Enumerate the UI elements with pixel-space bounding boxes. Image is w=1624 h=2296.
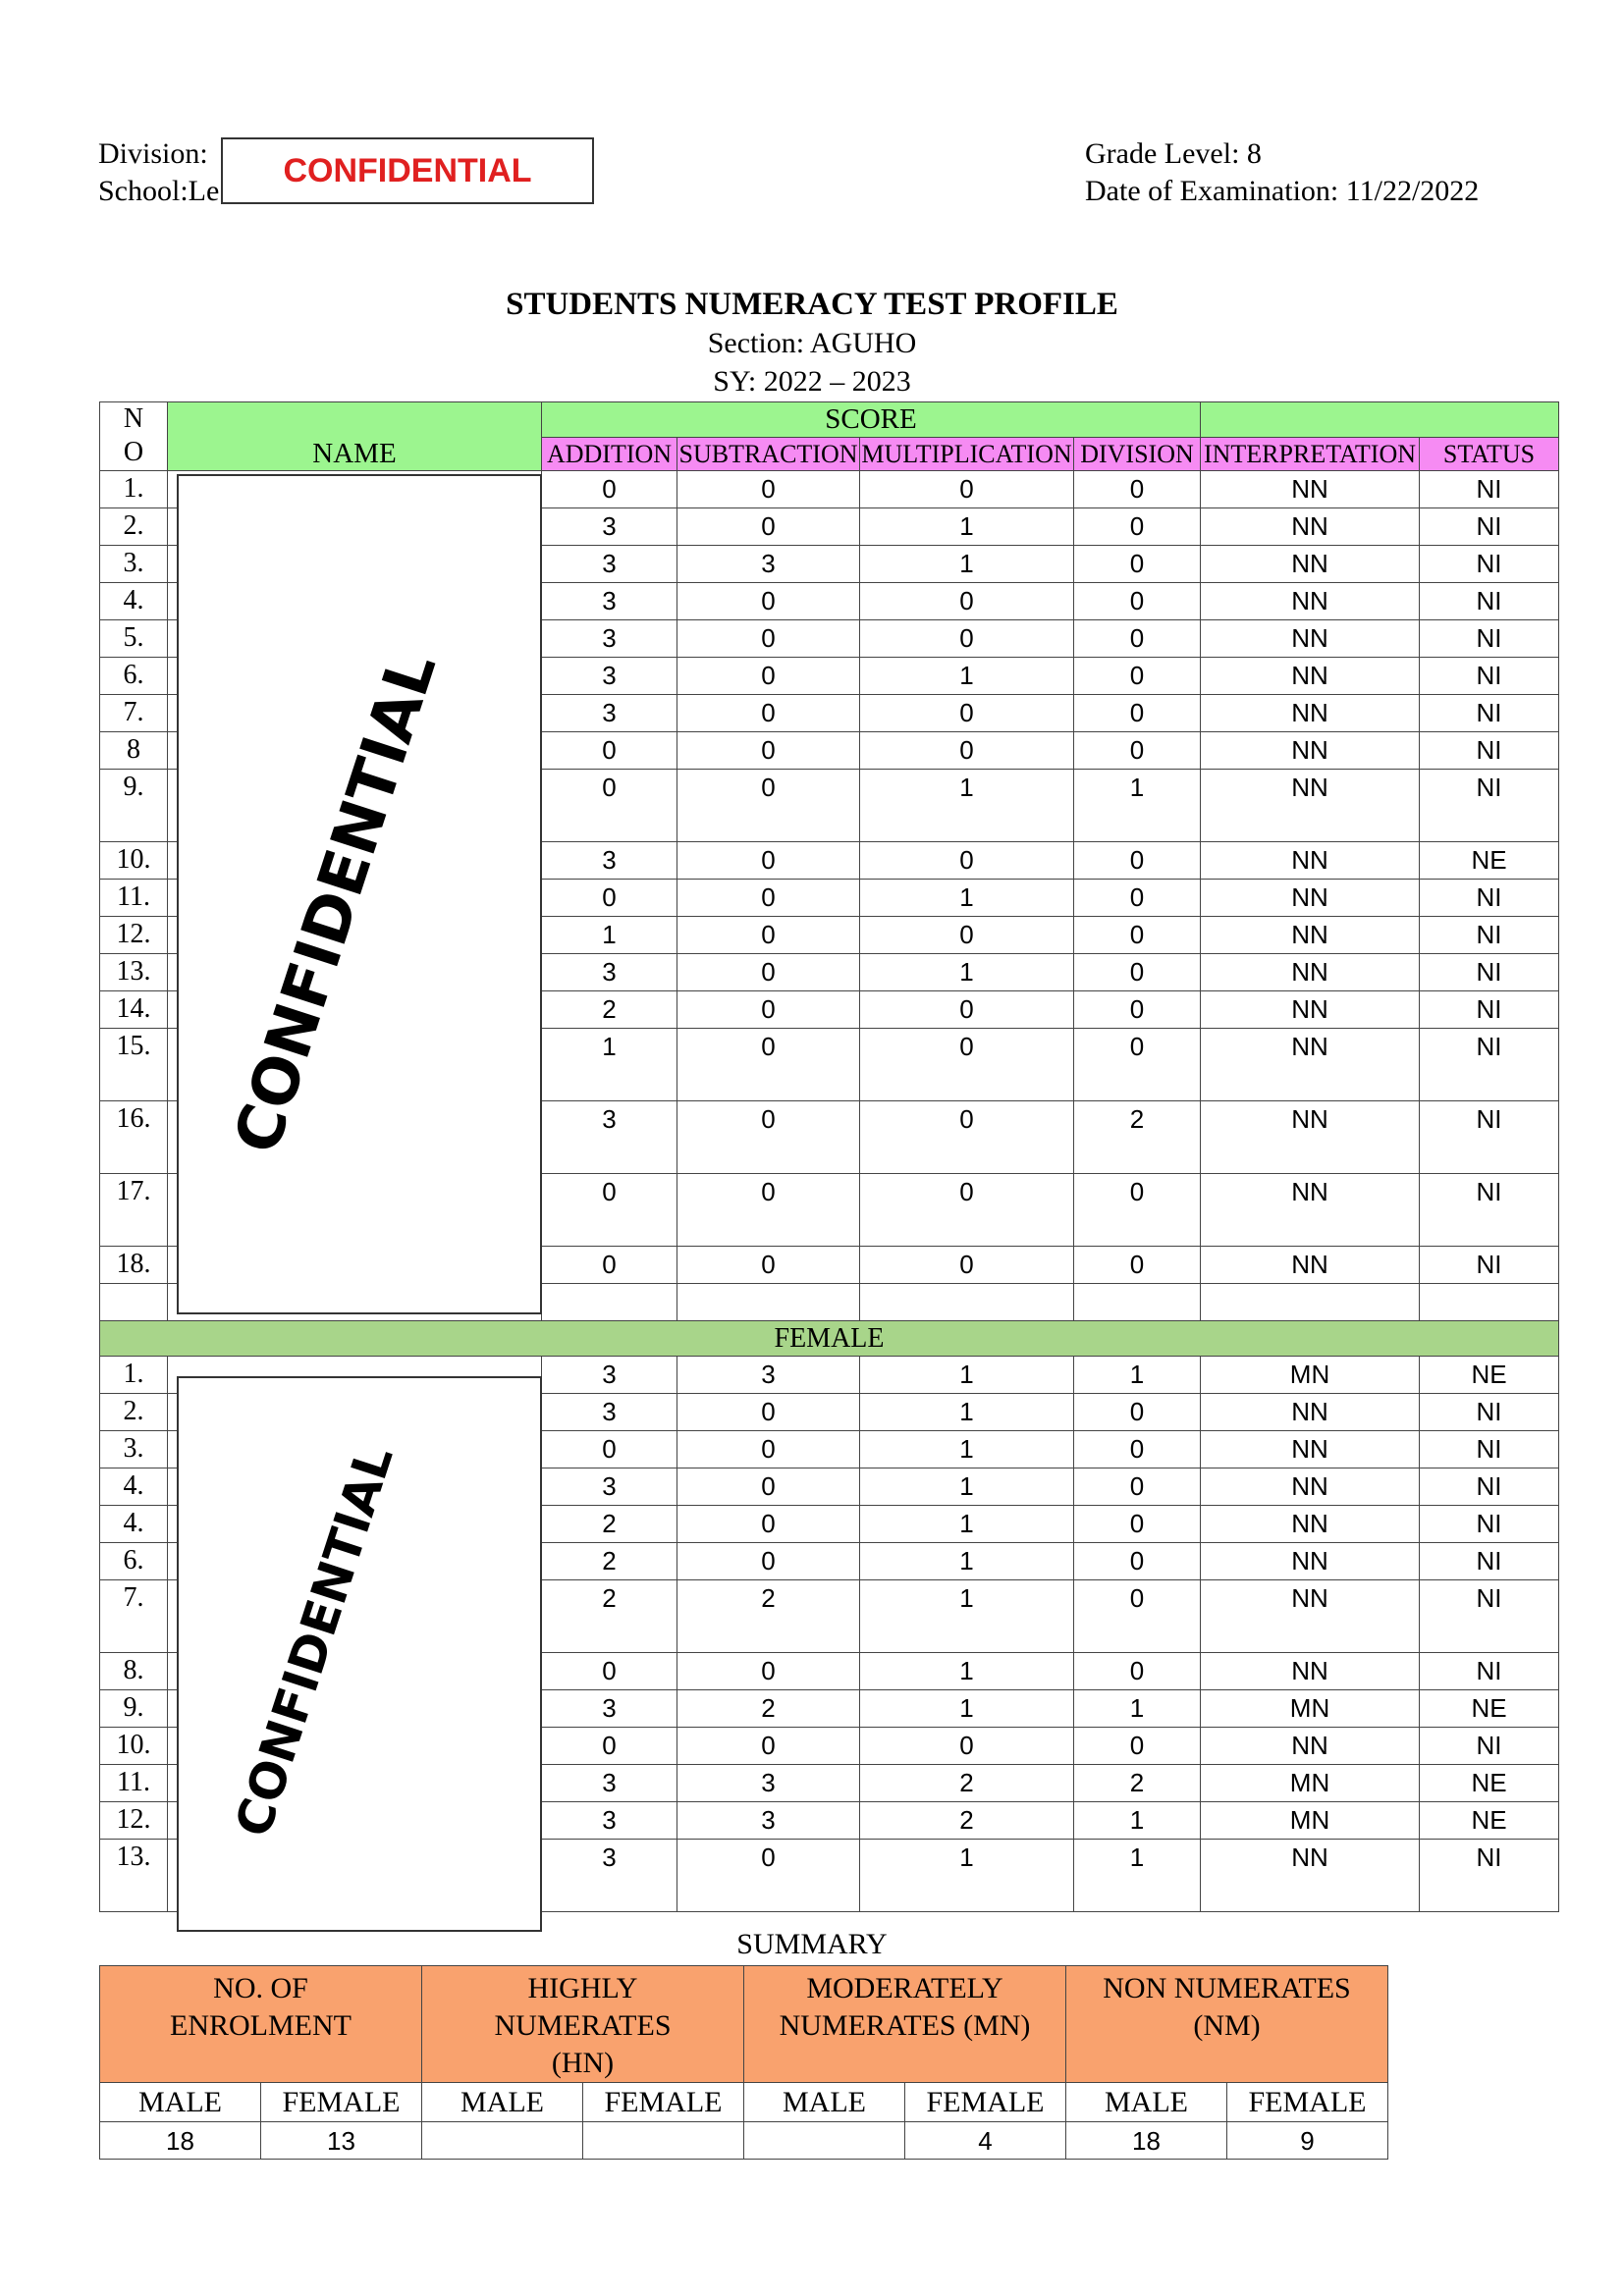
addition-cell: 0 — [542, 1653, 677, 1690]
division-cell: 0 — [1074, 1580, 1201, 1653]
division-cell: 0 — [1074, 508, 1201, 546]
score-header-blank — [1201, 402, 1559, 438]
multiplication-cell: 0 — [860, 471, 1074, 508]
addition-cell: 3 — [542, 1394, 677, 1431]
division-cell: 0 — [1074, 842, 1201, 880]
subtraction-cell: 0 — [677, 991, 860, 1029]
subtraction-cell: 0 — [677, 583, 860, 620]
multiplication-cell: 1 — [860, 1690, 1074, 1728]
status-cell: NI — [1420, 880, 1559, 917]
multiplication-cell: 0 — [860, 695, 1074, 732]
row-number: 6. — [100, 1543, 168, 1580]
interpretation-cell: NN — [1201, 880, 1420, 917]
row-number: 13. — [100, 954, 168, 991]
row-number: 4. — [100, 1506, 168, 1543]
division-cell: 0 — [1074, 954, 1201, 991]
female-section-label: FEMALE — [100, 1321, 1559, 1357]
row-number: 4. — [100, 1468, 168, 1506]
division-cell: 0 — [1074, 583, 1201, 620]
interpretation-cell: NN — [1201, 1101, 1420, 1174]
multiplication-cell: 1 — [860, 1394, 1074, 1431]
interpretation-cell: MN — [1201, 1765, 1420, 1802]
row-number: 8. — [100, 1653, 168, 1690]
addition-cell: 3 — [542, 1468, 677, 1506]
summary-male-label: MALE — [100, 2083, 261, 2122]
addition-cell — [542, 1284, 677, 1321]
multiplication-cell: 0 — [860, 1101, 1074, 1174]
female-band-row — [100, 1321, 1559, 1357]
row-number: 13. — [100, 1840, 168, 1912]
page-title: STUDENTS NUMERACY TEST PROFILE — [506, 287, 1118, 322]
addition-cell: 3 — [542, 1840, 677, 1912]
interpretation-cell: NN — [1201, 620, 1420, 658]
row-number: 3. — [100, 1431, 168, 1468]
subtraction-cell: 0 — [677, 1728, 860, 1765]
confidential-stamp-male: CONFIDENTIAL — [220, 644, 452, 1162]
status-cell: NI — [1420, 658, 1559, 695]
status-cell: NI — [1420, 1543, 1559, 1580]
multiplication-cell: 1 — [860, 1543, 1074, 1580]
col-addition: ADDITION — [542, 438, 677, 471]
summary-value: 18 — [1066, 2122, 1227, 2160]
col-status: STATUS — [1420, 438, 1559, 471]
subtraction-cell: 3 — [677, 1802, 860, 1840]
division-label: Division: — [98, 137, 208, 170]
division-cell — [1074, 1284, 1201, 1321]
addition-cell: 3 — [542, 658, 677, 695]
row-number: 9. — [100, 770, 168, 842]
multiplication-cell — [860, 1284, 1074, 1321]
row-number: 4. — [100, 583, 168, 620]
interpretation-cell: NN — [1201, 546, 1420, 583]
row-number: 12. — [100, 917, 168, 954]
division-cell: 0 — [1074, 1029, 1201, 1101]
status-cell: NE — [1420, 1765, 1559, 1802]
division-cell: 1 — [1074, 1690, 1201, 1728]
multiplication-cell: 1 — [860, 1506, 1074, 1543]
addition-cell: 3 — [542, 1101, 677, 1174]
addition-cell: 3 — [542, 508, 677, 546]
summary-value — [583, 2122, 744, 2160]
col-subtraction: SUBTRACTION — [677, 438, 860, 471]
addition-cell: 3 — [542, 1690, 677, 1728]
status-cell: NI — [1420, 732, 1559, 770]
subtraction-cell: 0 — [677, 1101, 860, 1174]
division-cell: 0 — [1074, 1431, 1201, 1468]
row-number: 15. — [100, 1029, 168, 1101]
multiplication-cell: 0 — [860, 1029, 1074, 1101]
division-cell: 0 — [1074, 991, 1201, 1029]
division-cell: 0 — [1074, 546, 1201, 583]
subtraction-cell: 0 — [677, 1840, 860, 1912]
division-cell: 0 — [1074, 1543, 1201, 1580]
subtraction-cell: 3 — [677, 546, 860, 583]
row-number: 8 — [100, 732, 168, 770]
subtraction-cell: 3 — [677, 1765, 860, 1802]
division-cell: 2 — [1074, 1765, 1201, 1802]
division-cell: 0 — [1074, 471, 1201, 508]
subtraction-cell: 0 — [677, 917, 860, 954]
summary-enrolment: NO. OF ENROLMENT — [100, 1966, 422, 2083]
summary-non-numerates: NON NUMERATES (NM) — [1066, 1966, 1388, 2083]
multiplication-cell: 0 — [860, 917, 1074, 954]
status-cell: NE — [1420, 1802, 1559, 1840]
header-left — [98, 135, 219, 210]
addition-cell: 3 — [542, 695, 677, 732]
school-partial: Le — [188, 175, 220, 207]
addition-cell: 2 — [542, 1506, 677, 1543]
interpretation-cell: NN — [1201, 695, 1420, 732]
confidential-stamp-female: CONFIDENTIAL — [224, 1438, 405, 1844]
interpretation-cell: NN — [1201, 1247, 1420, 1284]
status-cell: NI — [1420, 1431, 1559, 1468]
multiplication-cell: 0 — [860, 991, 1074, 1029]
interpretation-cell: NN — [1201, 917, 1420, 954]
row-number: 10. — [100, 1728, 168, 1765]
subtraction-cell: 0 — [677, 1468, 860, 1506]
multiplication-cell: 0 — [860, 1247, 1074, 1284]
status-cell: NI — [1420, 546, 1559, 583]
interpretation-cell: NN — [1201, 732, 1420, 770]
addition-cell: 0 — [542, 732, 677, 770]
grade-level: Grade Level: 8 — [1085, 137, 1262, 170]
addition-cell: 0 — [542, 1431, 677, 1468]
status-cell: NI — [1420, 1029, 1559, 1101]
confidential-redaction-box: CONFIDENTIAL — [221, 137, 594, 204]
multiplication-cell: 1 — [860, 508, 1074, 546]
addition-cell: 0 — [542, 1174, 677, 1247]
addition-cell: 3 — [542, 1802, 677, 1840]
subtraction-cell: 0 — [677, 1247, 860, 1284]
subtraction-cell: 0 — [677, 620, 860, 658]
interpretation-cell: NN — [1201, 1728, 1420, 1765]
division-cell: 1 — [1074, 1357, 1201, 1394]
status-cell: NI — [1420, 1840, 1559, 1912]
interpretation-cell: MN — [1201, 1690, 1420, 1728]
summary-female-label: FEMALE — [1227, 2083, 1388, 2122]
status-cell: NI — [1420, 583, 1559, 620]
subtraction-cell: 2 — [677, 1580, 860, 1653]
row-number: 9. — [100, 1690, 168, 1728]
row-number: 1. — [100, 471, 168, 508]
addition-cell: 3 — [542, 954, 677, 991]
row-number: 5. — [100, 620, 168, 658]
interpretation-cell: NN — [1201, 1543, 1420, 1580]
multiplication-cell: 1 — [860, 1840, 1074, 1912]
status-cell: NE — [1420, 1690, 1559, 1728]
interpretation-cell: NN — [1201, 471, 1420, 508]
row-number: 7. — [100, 695, 168, 732]
addition-cell: 0 — [542, 770, 677, 842]
division-cell: 0 — [1074, 1653, 1201, 1690]
interpretation-cell: MN — [1201, 1357, 1420, 1394]
interpretation-cell: NN — [1201, 583, 1420, 620]
division-cell: 0 — [1074, 1247, 1201, 1284]
multiplication-cell: 0 — [860, 842, 1074, 880]
division-cell: 0 — [1074, 620, 1201, 658]
row-number: 2. — [100, 508, 168, 546]
status-cell: NI — [1420, 917, 1559, 954]
row-number: 11. — [100, 880, 168, 917]
summary-female-label: FEMALE — [261, 2083, 422, 2122]
interpretation-cell: NN — [1201, 991, 1420, 1029]
status-cell: NI — [1420, 695, 1559, 732]
interpretation-cell: NN — [1201, 508, 1420, 546]
multiplication-cell: 1 — [860, 1580, 1074, 1653]
multiplication-cell: 1 — [860, 546, 1074, 583]
summary-value: 4 — [905, 2122, 1066, 2160]
division-cell: 0 — [1074, 1506, 1201, 1543]
division-cell: 2 — [1074, 1101, 1201, 1174]
no-header: N O — [100, 402, 168, 471]
division-cell: 1 — [1074, 770, 1201, 842]
section-label: Section: AGUHO — [707, 327, 917, 359]
col-multiplication: MULTIPLICATION — [860, 438, 1074, 471]
interpretation-cell: NN — [1201, 1029, 1420, 1101]
status-cell: NI — [1420, 1653, 1559, 1690]
multiplication-cell: 0 — [860, 732, 1074, 770]
interpretation-cell — [1201, 1284, 1420, 1321]
division-cell: 0 — [1074, 917, 1201, 954]
interpretation-cell: NN — [1201, 1506, 1420, 1543]
row-number: 1. — [100, 1357, 168, 1394]
subtraction-cell: 0 — [677, 1431, 860, 1468]
interpretation-cell: NN — [1201, 842, 1420, 880]
row-number: 2. — [100, 1394, 168, 1431]
subtraction-cell: 0 — [677, 1653, 860, 1690]
name-header: NAME — [168, 402, 542, 471]
addition-cell: 0 — [542, 471, 677, 508]
summary-highly-numerates: HIGHLY NUMERATES (HN) — [422, 1966, 744, 2083]
subtraction-cell: 0 — [677, 954, 860, 991]
row-number: 6. — [100, 658, 168, 695]
summary-value: 9 — [1227, 2122, 1388, 2160]
interpretation-cell: NN — [1201, 1580, 1420, 1653]
addition-cell: 3 — [542, 583, 677, 620]
addition-cell: 1 — [542, 917, 677, 954]
interpretation-cell: NN — [1201, 1840, 1420, 1912]
subtraction-cell: 0 — [677, 1394, 860, 1431]
status-cell: NI — [1420, 1728, 1559, 1765]
row-number: 3. — [100, 546, 168, 583]
interpretation-cell: NN — [1201, 1653, 1420, 1690]
summary-female-label: FEMALE — [583, 2083, 744, 2122]
status-cell: NI — [1420, 1247, 1559, 1284]
addition-cell: 2 — [542, 991, 677, 1029]
row-number: 7. — [100, 1580, 168, 1653]
subtraction-cell: 0 — [677, 732, 860, 770]
multiplication-cell: 2 — [860, 1802, 1074, 1840]
status-cell: NI — [1420, 471, 1559, 508]
status-cell: NE — [1420, 842, 1559, 880]
status-cell: NI — [1420, 770, 1559, 842]
division-cell: 0 — [1074, 1468, 1201, 1506]
addition-cell: 3 — [542, 620, 677, 658]
multiplication-cell: 1 — [860, 658, 1074, 695]
col-division: DIVISION — [1074, 438, 1201, 471]
row-number: 16. — [100, 1101, 168, 1174]
subtraction-cell: 0 — [677, 1506, 860, 1543]
multiplication-cell: 1 — [860, 954, 1074, 991]
interpretation-cell: NN — [1201, 954, 1420, 991]
header-right — [1085, 135, 1479, 210]
addition-cell: 0 — [542, 1247, 677, 1284]
row-number: 11. — [100, 1765, 168, 1802]
division-cell: 0 — [1074, 880, 1201, 917]
multiplication-cell: 2 — [860, 1765, 1074, 1802]
status-cell: NI — [1420, 508, 1559, 546]
multiplication-cell: 1 — [860, 1653, 1074, 1690]
status-cell: NI — [1420, 1468, 1559, 1506]
status-cell: NI — [1420, 1506, 1559, 1543]
status-cell: NI — [1420, 991, 1559, 1029]
status-cell — [1420, 1284, 1559, 1321]
multiplication-cell: 1 — [860, 880, 1074, 917]
interpretation-cell: NN — [1201, 658, 1420, 695]
addition-cell: 2 — [542, 1543, 677, 1580]
row-number — [100, 1284, 168, 1321]
multiplication-cell: 0 — [860, 1728, 1074, 1765]
exam-date: Date of Examination: 11/22/2022 — [1085, 175, 1480, 207]
status-cell: NI — [1420, 620, 1559, 658]
row-number: 18. — [100, 1247, 168, 1284]
school-year: SY: 2022 – 2023 — [713, 365, 911, 398]
division-cell: 1 — [1074, 1840, 1201, 1912]
addition-cell: 1 — [542, 1029, 677, 1101]
summary-moderately-numerates: MODERATELY NUMERATES (MN) — [744, 1966, 1066, 2083]
summary-value: 18 — [100, 2122, 261, 2160]
multiplication-cell: 0 — [860, 583, 1074, 620]
summary-value — [422, 2122, 583, 2160]
subtraction-cell: 0 — [677, 1174, 860, 1247]
school-label: School: — [98, 175, 189, 207]
division-cell: 0 — [1074, 695, 1201, 732]
multiplication-cell: 1 — [860, 1357, 1074, 1394]
interpretation-cell: NN — [1201, 1468, 1420, 1506]
subtraction-cell: 0 — [677, 770, 860, 842]
status-cell: NI — [1420, 1394, 1559, 1431]
division-cell: 0 — [1074, 658, 1201, 695]
status-cell: NE — [1420, 1357, 1559, 1394]
score-header: SCORE — [542, 402, 1201, 438]
status-cell: NI — [1420, 954, 1559, 991]
subtraction-cell: 0 — [677, 508, 860, 546]
status-cell: NI — [1420, 1580, 1559, 1653]
subtraction-cell: 0 — [677, 471, 860, 508]
status-cell: NI — [1420, 1174, 1559, 1247]
addition-cell: 0 — [542, 880, 677, 917]
multiplication-cell: 1 — [860, 1431, 1074, 1468]
division-cell: 0 — [1074, 1394, 1201, 1431]
multiplication-cell: 1 — [860, 1468, 1074, 1506]
interpretation-cell: NN — [1201, 1174, 1420, 1247]
row-number: 17. — [100, 1174, 168, 1247]
subtraction-cell: 0 — [677, 658, 860, 695]
addition-cell: 3 — [542, 842, 677, 880]
addition-cell: 3 — [542, 1765, 677, 1802]
summary-male-label: MALE — [422, 2083, 583, 2122]
subtraction-cell: 3 — [677, 1357, 860, 1394]
row-number: 12. — [100, 1802, 168, 1840]
addition-cell: 3 — [542, 546, 677, 583]
multiplication-cell: 1 — [860, 770, 1074, 842]
subtraction-cell: 0 — [677, 695, 860, 732]
multiplication-cell: 0 — [860, 1174, 1074, 1247]
subtraction-cell: 0 — [677, 842, 860, 880]
summary-title: SUMMARY — [736, 1928, 888, 1960]
interpretation-cell: NN — [1201, 1431, 1420, 1468]
interpretation-cell: NN — [1201, 1394, 1420, 1431]
subtraction-cell — [677, 1284, 860, 1321]
row-number: 14. — [100, 991, 168, 1029]
addition-cell: 3 — [542, 1357, 677, 1394]
division-cell: 0 — [1074, 732, 1201, 770]
subtraction-cell: 0 — [677, 880, 860, 917]
subtraction-cell: 0 — [677, 1543, 860, 1580]
summary-female-label: FEMALE — [905, 2083, 1066, 2122]
division-cell: 0 — [1074, 1728, 1201, 1765]
addition-cell: 2 — [542, 1580, 677, 1653]
multiplication-cell: 0 — [860, 620, 1074, 658]
col-interpretation: INTERPRETATION — [1201, 438, 1420, 471]
interpretation-cell: NN — [1201, 770, 1420, 842]
addition-cell: 0 — [542, 1728, 677, 1765]
summary-value: 13 — [261, 2122, 422, 2160]
summary-male-label: MALE — [744, 2083, 905, 2122]
row-number: 10. — [100, 842, 168, 880]
subtraction-cell: 2 — [677, 1690, 860, 1728]
division-cell: 0 — [1074, 1174, 1201, 1247]
interpretation-cell: MN — [1201, 1802, 1420, 1840]
summary-value — [744, 2122, 905, 2160]
summary-table — [99, 1965, 1388, 2160]
status-cell: NI — [1420, 1101, 1559, 1174]
division-cell: 1 — [1074, 1802, 1201, 1840]
subtraction-cell: 0 — [677, 1029, 860, 1101]
summary-male-label: MALE — [1066, 2083, 1227, 2122]
